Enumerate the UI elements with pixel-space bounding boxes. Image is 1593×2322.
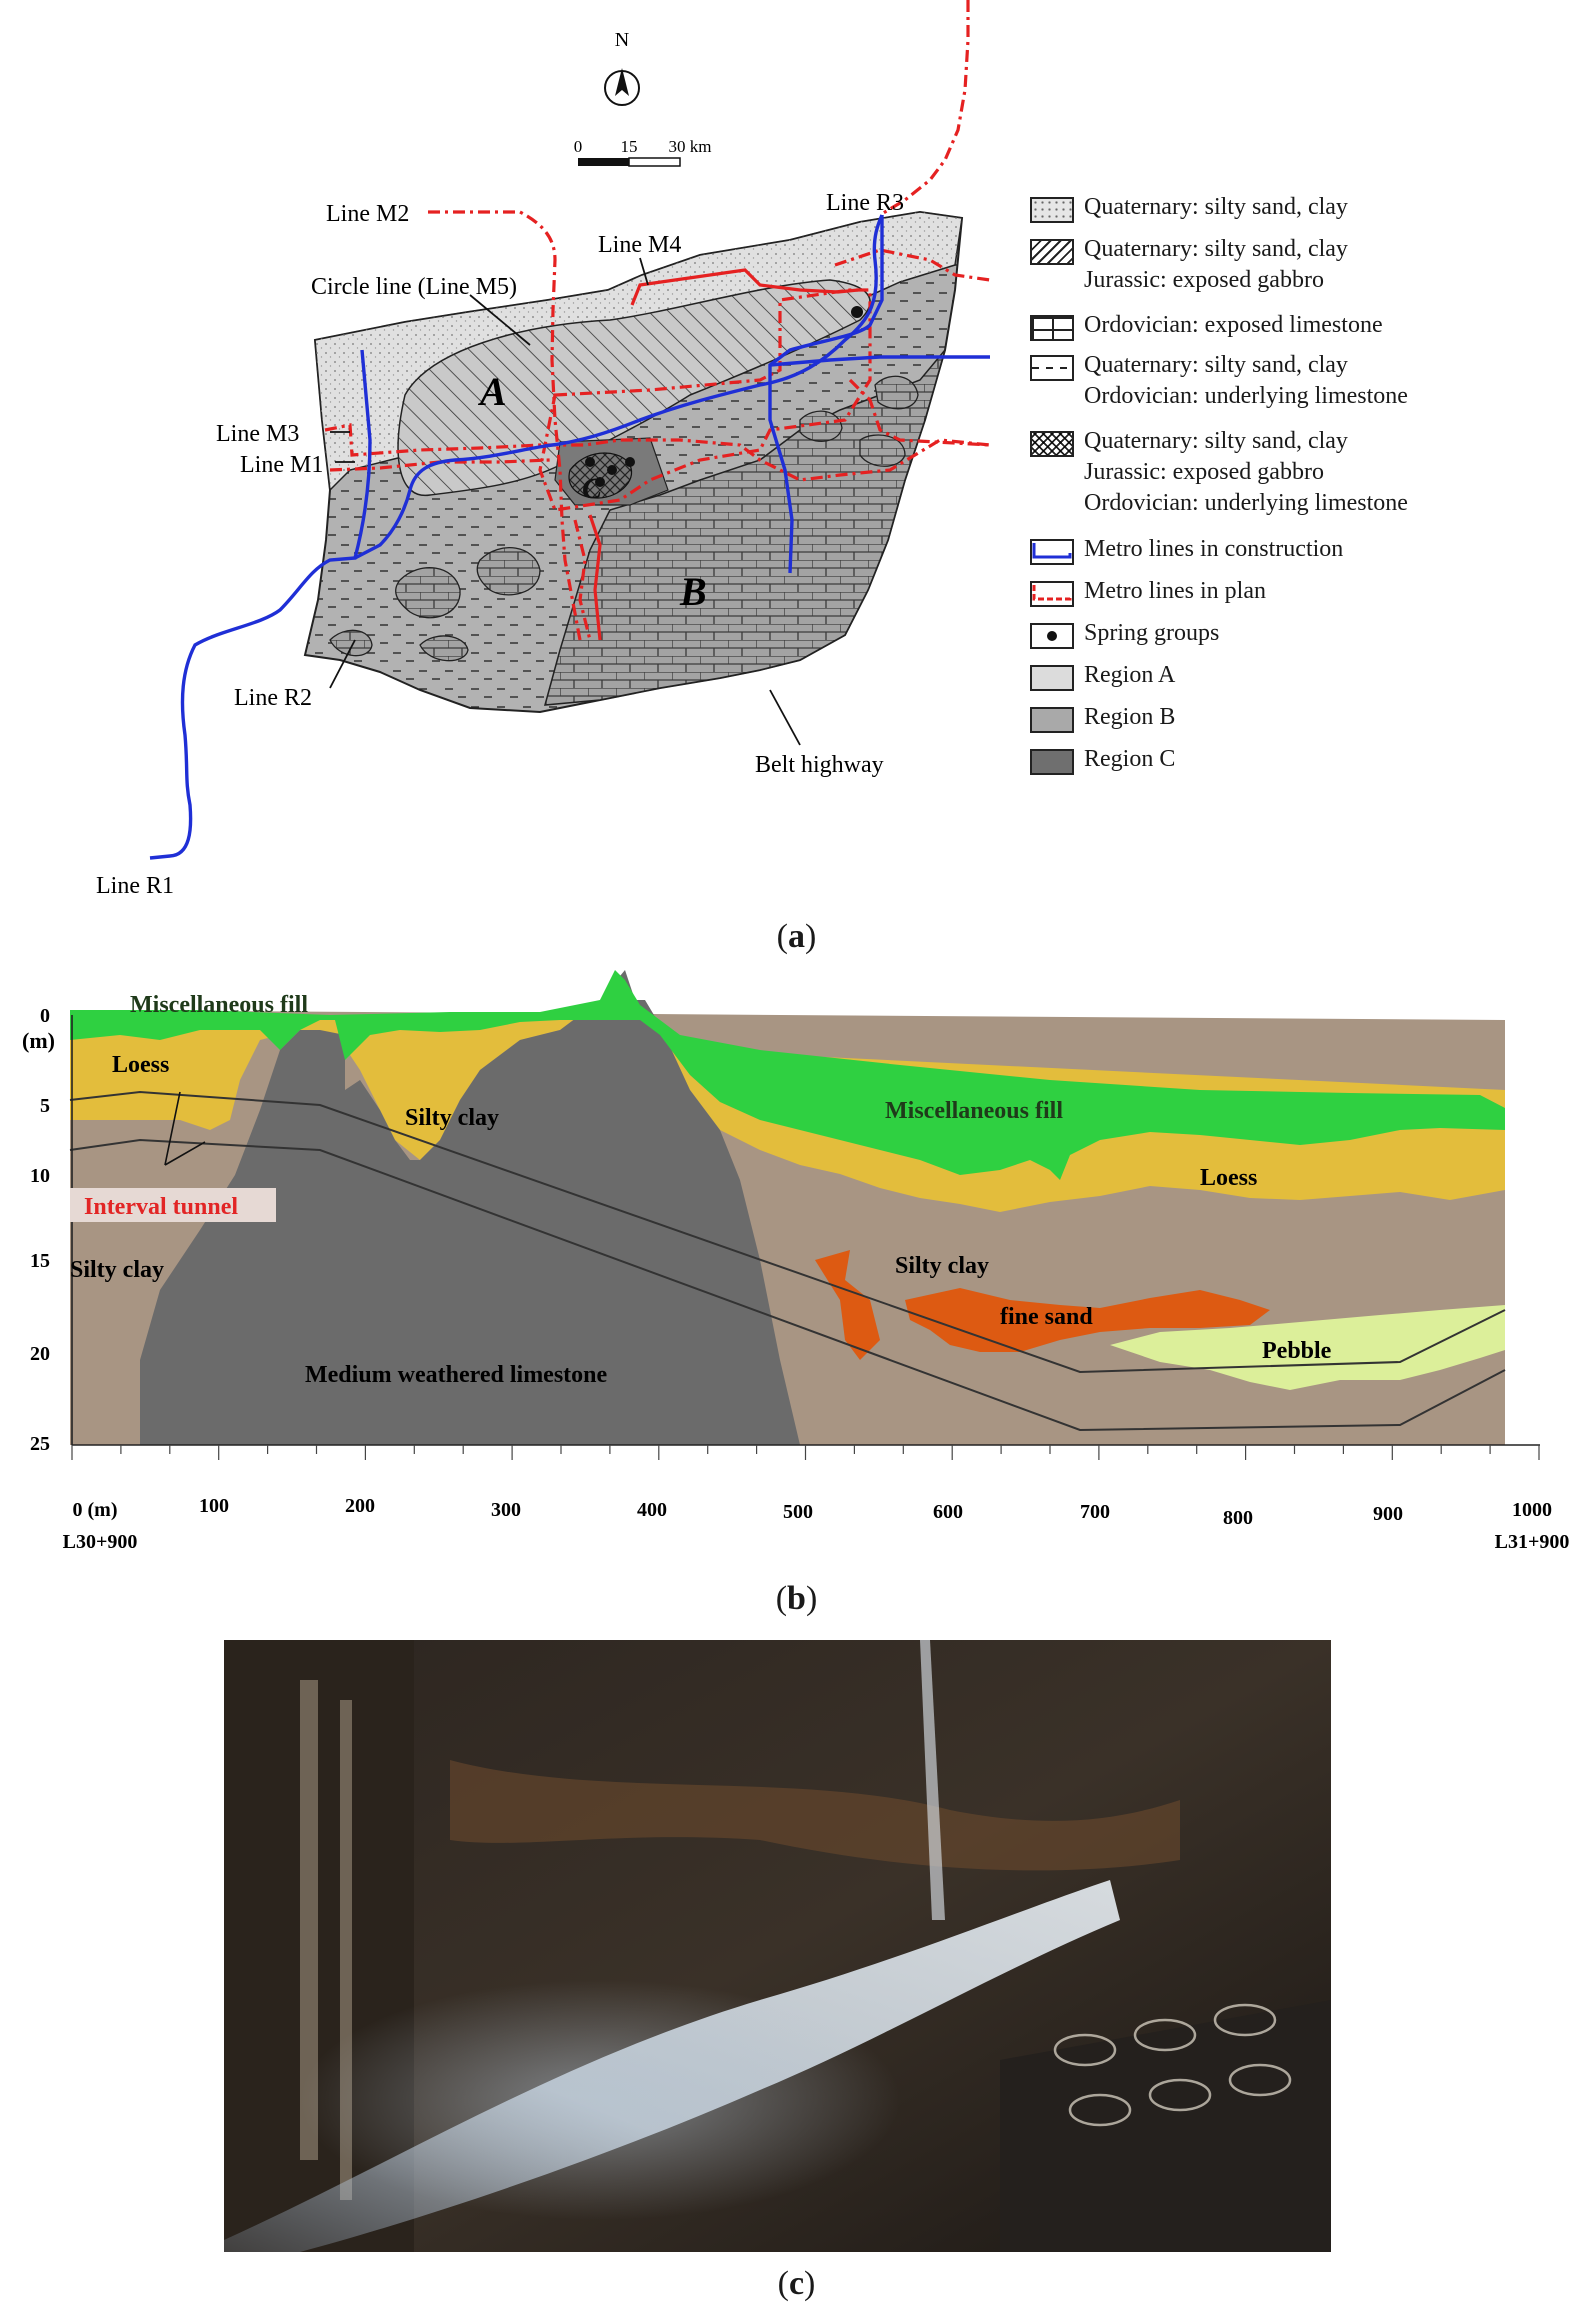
scale-tick-0: 0: [573, 137, 583, 156]
legend-line: Ordovician: underlying limestone: [1084, 490, 1408, 516]
y-tick-20: 20: [30, 1343, 50, 1365]
legend-swatch-region-c: [1030, 749, 1074, 775]
legend-text-ord: [1084, 310, 1383, 341]
caption-b-letter: b: [787, 1580, 806, 1617]
label-fill-right: Miscellaneous fill: [885, 1098, 1063, 1124]
legend-swatch-metro-plan: [1030, 581, 1074, 607]
scale-tick-30: 30 km: [668, 137, 712, 156]
caption-a-letter: a: [788, 918, 805, 955]
y-tick-10: 10: [30, 1165, 50, 1187]
leader-belt: [770, 690, 800, 745]
label-line-r2: Line R2: [234, 685, 312, 711]
legend-swatch-spring: [1030, 623, 1074, 649]
legend-line: Region A: [1084, 662, 1176, 688]
legend-item-metro-construction: [1030, 534, 1343, 565]
label-line-m4: Line M4: [598, 232, 682, 258]
y-tick-5: 5: [40, 1095, 50, 1117]
legend-line: Spring groups: [1084, 620, 1220, 646]
label-line-m1: Line M1: [240, 452, 324, 478]
legend-text-quat: [1084, 192, 1348, 223]
legend-swatch-quat-jur-ord: [1030, 431, 1074, 457]
label-fill-left: Miscellaneous fill: [130, 992, 308, 1018]
legend-swatch-ord: [1030, 315, 1074, 341]
limestone-blob-4: [477, 548, 540, 595]
legend-item-quat-ord: [1030, 350, 1408, 412]
legend-item-quat-jur: [1030, 234, 1348, 296]
legend-text-spring: [1084, 618, 1219, 649]
legend-text-quat-jur: [1084, 234, 1348, 296]
x-tick-200: 200: [345, 1495, 375, 1517]
legend-line: Quaternary: silty sand, clay: [1084, 428, 1348, 454]
label-fine-sand: fine sand: [1000, 1304, 1093, 1330]
legend-text-region-b: [1084, 702, 1175, 733]
x-tick-800: 800: [1223, 1507, 1253, 1529]
label-line-r3: Line R3: [826, 190, 904, 216]
x-tick-100: 100: [199, 1495, 229, 1517]
legend-item-metro-plan: [1030, 576, 1266, 607]
legend-item-spring: [1030, 618, 1219, 649]
legend-line: Jurassic: exposed gabbro: [1084, 267, 1324, 293]
legend-line: Ordovician: underlying limestone: [1084, 383, 1408, 409]
x-tick-700: 700: [1080, 1501, 1110, 1523]
label-silty-clay-mid: Silty clay: [405, 1105, 499, 1131]
x-tick-0: 0 (m): [72, 1499, 118, 1521]
legend-item-quat-jur-ord: [1030, 426, 1408, 519]
scale-tick-15: 15: [620, 137, 638, 156]
label-loess-left: Loess: [112, 1052, 170, 1078]
region-c-label: C: [582, 472, 603, 505]
spring-dot-c1: [585, 457, 595, 467]
legend-item-region-c: [1030, 744, 1175, 775]
legend-text-metro-plan: [1084, 576, 1266, 607]
x-tick-400: 400: [637, 1499, 667, 1521]
legend-text-region-a: [1084, 660, 1175, 691]
label-interval-tunnel: Interval tunnel: [84, 1194, 239, 1220]
caption-b: (b): [775, 1580, 818, 1617]
legend-line: Quaternary: silty sand, clay: [1084, 352, 1348, 378]
label-pebble: Pebble: [1262, 1338, 1332, 1364]
start-station: L30+900: [62, 1531, 138, 1553]
legend-line: Quaternary: silty sand, clay: [1084, 194, 1348, 220]
x-tick-500: 500: [783, 1501, 813, 1523]
legend-text-metro-construction: [1084, 534, 1343, 565]
panel-a-map: [0, 0, 1593, 960]
legend-item-region-a: [1030, 660, 1175, 691]
y-tick-25: 25: [30, 1433, 50, 1455]
legend-line: Region B: [1084, 704, 1176, 730]
legend-line: Metro lines in plan: [1084, 578, 1266, 604]
caption-a: (a): [776, 918, 817, 955]
spring-dot-c4: [625, 457, 635, 467]
legend-swatch-region-a: [1030, 665, 1074, 691]
photo-mist: [300, 1980, 900, 2220]
label-line-r1: Line R1: [96, 873, 174, 899]
caption-c: (c): [777, 2265, 816, 2302]
panel-b-section: [0, 960, 1593, 1640]
end-station: L31+900: [1494, 1531, 1570, 1553]
label-limestone: Medium weathered limestone: [305, 1362, 608, 1388]
legend-line: Quaternary: silty sand, clay: [1084, 236, 1348, 262]
y-unit: (m): [22, 1028, 55, 1053]
legend-text-region-c: [1084, 744, 1175, 775]
x-tick-900: 900: [1373, 1503, 1403, 1525]
label-silty-clay-right: Silty clay: [895, 1253, 989, 1279]
y-tick-15: 15: [30, 1250, 50, 1272]
north-label: N: [614, 29, 630, 51]
label-loess-right: Loess: [1200, 1165, 1258, 1191]
panel-c-photo: [0, 1640, 1593, 2322]
x-tick-300: 300: [491, 1499, 521, 1521]
legend-line: Region C: [1084, 746, 1176, 772]
y-tick-0: 0: [40, 1005, 50, 1027]
legend-item-region-b: [1030, 702, 1175, 733]
legend-swatch-quat: [1030, 197, 1074, 223]
label-circle-line: Circle line (Line M5): [311, 274, 517, 300]
region-b-label: B: [680, 569, 707, 614]
limestone-blob-6: [800, 411, 842, 441]
legend-swatch-quat-ord: [1030, 355, 1074, 381]
legend-line: Ordovician: exposed limestone: [1084, 312, 1383, 338]
legend-text-quat-jur-ord: [1084, 426, 1408, 519]
spring-dot-r3: [851, 306, 863, 318]
region-a-label: A: [480, 369, 507, 414]
legend-item-ord: [1030, 310, 1383, 341]
legend-item-quat: [1030, 192, 1348, 223]
legend-line: Jurassic: exposed gabbro: [1084, 459, 1324, 485]
x-tick-600: 600: [933, 1501, 963, 1523]
line-r3-north: [880, 0, 968, 215]
legend-text-quat-ord: [1084, 350, 1408, 412]
scale-bar: [574, 137, 712, 166]
legend-swatch-metro-construction: [1030, 539, 1074, 565]
x-ticks: [72, 1445, 1539, 1460]
label-belt-highway: Belt highway: [755, 752, 884, 778]
legend-line: Metro lines in construction: [1084, 536, 1344, 562]
spring-dot-c2: [607, 465, 617, 475]
label-line-m3: Line M3: [216, 421, 300, 447]
label-line-m2: Line M2: [326, 201, 410, 227]
photo-svg: [0, 1640, 1593, 2260]
legend-swatch-region-b: [1030, 707, 1074, 733]
x-tick-1000: 1000: [1512, 1499, 1552, 1521]
legend-swatch-quat-jur: [1030, 239, 1074, 265]
section-svg: [0, 960, 1593, 1580]
label-silty-clay-left: Silty clay: [70, 1257, 164, 1283]
caption-c-letter: c: [788, 2265, 805, 2302]
